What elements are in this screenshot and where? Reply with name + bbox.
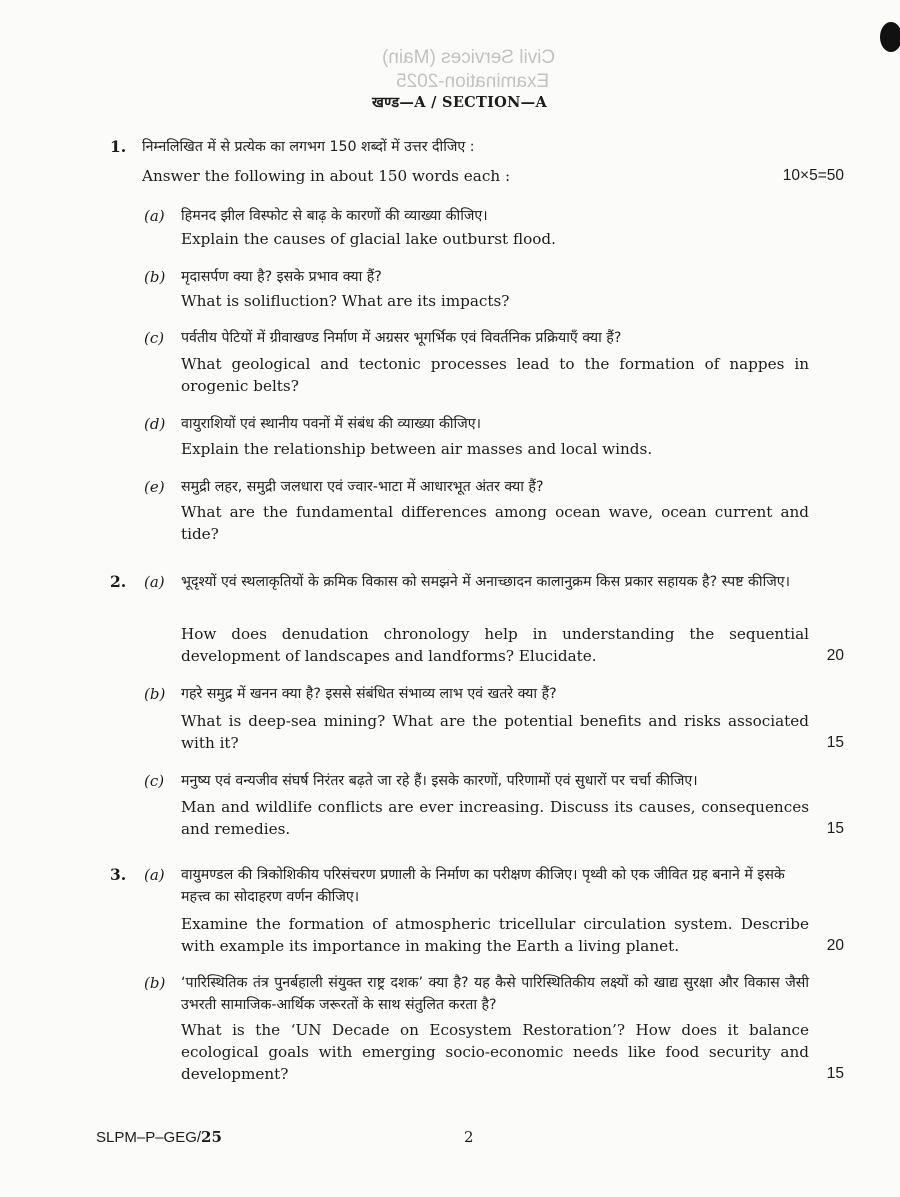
- marks: 20: [826, 937, 844, 954]
- stamp-line-1: Civil Services (Main): [382, 47, 556, 68]
- question-text-hindi: मृदासर्पण क्या है? इसके प्रभाव क्या हैं?: [181, 269, 382, 285]
- subpart-label: (e): [144, 478, 165, 496]
- question-text-hindi: पर्वतीय पेटियों में ग्रीवाखण्ड निर्माण में अग्रसर भूगर्भिक एवं विवर्तनिक प्रक्रियाएँ क्या हैं?: [181, 330, 622, 346]
- question-text-hindi: मनुष्य एवं वन्यजीव संघर्ष निरंतर बढ़ते जा रहे हैं। इसके कारणों, परिणामों एवं सुधारों पर चर्चा कीजिए।: [181, 773, 698, 789]
- subpart-label: (c): [144, 329, 165, 347]
- marks: 10×5=50: [782, 167, 844, 184]
- paper-code: [96, 1128, 222, 1146]
- question-text-english: What are the fundamental differences among ocean wave, ocean current and tide?: [181, 503, 809, 543]
- marks: 15: [826, 1065, 844, 1082]
- marks: 15: [826, 734, 844, 751]
- subpart-label: (a): [144, 207, 165, 225]
- question-number: 3.: [110, 865, 127, 884]
- instruction-english: Answer the following in about 150 words each :: [142, 167, 511, 185]
- subpart-label: (b): [144, 268, 166, 286]
- question-text-english: What is deep-sea mining? What are the potential benefits and risks associated with it?: [181, 712, 809, 752]
- subpart-label: (a): [144, 573, 165, 591]
- question-text-hindi: वायुराशियों एवं स्थानीय पवनों में संबंध की व्याख्या कीजिए।: [181, 416, 481, 432]
- question-text-english: What is solifluction? What are its impacts?: [181, 292, 510, 310]
- marks: 15: [826, 820, 844, 837]
- subpart-label: (a): [144, 866, 165, 884]
- question-text-hindi: हिमनद झील विस्फोट से बाढ़ के कारणों की व्याख्या कीजिए।: [181, 208, 488, 224]
- subpart-label: (b): [144, 974, 166, 992]
- question-text-english: Man and wildlife conflicts are ever increasing. Discuss its causes, consequences and remedies.: [181, 798, 809, 838]
- question-text-hindi: गहरे समुद्र में खनन क्या है? इससे संबंधित संभाव्य लाभ एवं खतरे क्या हैं?: [181, 686, 557, 702]
- paper-code-year: 25: [201, 1128, 222, 1146]
- question-number: 1.: [110, 137, 127, 156]
- question-text-hindi: भूदृश्यों एवं स्थलाकृतियों के क्रमिक विकास को समझने में अनाच्छादन कालानुक्रम किस प्रकार सहायक है? स्पष्ट कीजिए।: [181, 574, 790, 590]
- subpart-label: (c): [144, 772, 165, 790]
- marks: 20: [826, 647, 844, 664]
- question-text-hindi: वायुमण्डल की त्रिकोशिकीय परिसंचरण प्रणाली के निर्माण का परीक्षण कीजिए। पृथ्वी को एक जीवित ग्रह बनाने में इसके महत्त्व का सोदाहरण वर्णन कीजिए।: [181, 867, 785, 905]
- question-text-english: How does denudation chronology help in understanding the sequential development of landscapes and landforms? Elucidate.: [181, 625, 809, 665]
- question-text-english: What is the ‘UN Decade on Ecosystem Restoration’? How does it balance ecological goals with emerging socio-economic needs like food security and development?: [181, 1021, 809, 1083]
- section-header: खण्ड—A / SECTION—A: [372, 94, 548, 111]
- question-text-hindi: समुद्री लहर, समुद्री जलधारा एवं ज्वार-भाटा में आधारभूत अंतर क्या हैं?: [181, 479, 544, 495]
- subpart-label: (d): [144, 415, 166, 433]
- question-text-english: Explain the relationship between air masses and local winds.: [181, 440, 653, 458]
- subpart-label: (b): [144, 685, 166, 703]
- ink-blot: [880, 22, 900, 52]
- question-text-english: Examine the formation of atmospheric tricellular circulation system. Describe with example its importance in making the Earth a living planet.: [181, 915, 809, 955]
- paper-code-prefix: SLPM–P–GEG/: [96, 1129, 202, 1146]
- page-number: 2: [464, 1128, 474, 1146]
- instruction-hindi: निम्नलिखित में से प्रत्येक का लगभग 150 शब्दों में उत्तर दीजिए :: [142, 139, 475, 155]
- question-text-english: Explain the causes of glacial lake outburst flood.: [181, 230, 556, 248]
- question-text-hindi: ‘पारिस्थितिक तंत्र पुनर्बहाली संयुक्त राष्ट्र दशक’ क्या है? यह कैसे पारिस्थितिकीय लक्ष्यों को खाद्य सुरक्षा और विकास जैसी उभरती सामाजिक-आर्थिक जरूरतों के साथ संतुलित करता है?: [181, 975, 809, 1013]
- question-text-english: What geological and tectonic processes lead to the formation of nappes in orogenic belts?: [181, 355, 809, 395]
- question-number: 2.: [110, 572, 127, 591]
- stamp-line-2: Examination-2025: [396, 71, 550, 92]
